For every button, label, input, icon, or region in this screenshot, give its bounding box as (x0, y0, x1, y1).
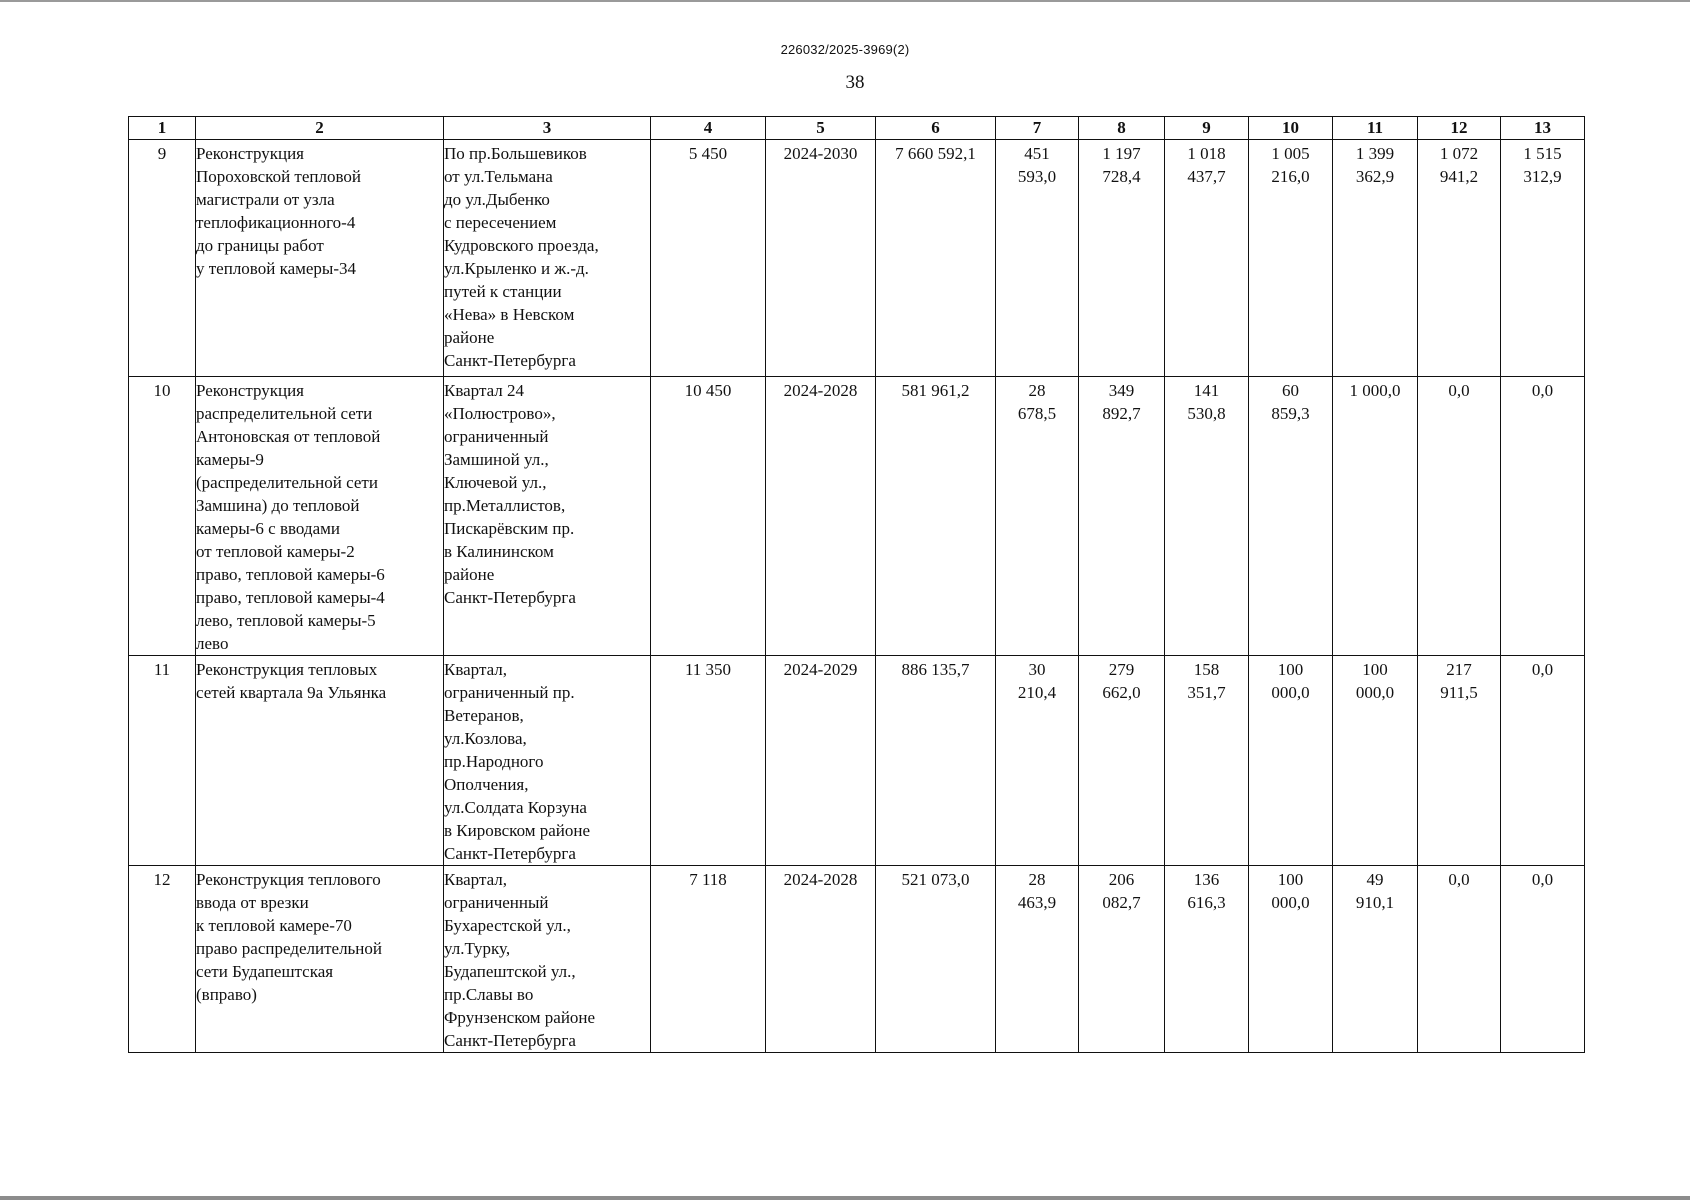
total-cell: 7 660 592,1 (876, 140, 996, 377)
value-cell: 349 892,7 (1079, 377, 1165, 656)
total-cell: 886 135,7 (876, 656, 996, 866)
value-cell: 1 072 941,2 (1418, 140, 1501, 377)
value-cell: 28 463,9 (996, 866, 1079, 1053)
value-cell: 0,0 (1418, 377, 1501, 656)
value-cell: 1 005 216,0 (1249, 140, 1333, 377)
period-cell: 2024-2030 (766, 140, 876, 377)
value-cell: 100 000,0 (1249, 866, 1333, 1053)
column-number-row (129, 117, 1585, 140)
value-cell: 5 450 (651, 140, 766, 377)
value-cell: 60 859,3 (1249, 377, 1333, 656)
column-header: 13 (1501, 117, 1585, 140)
column-header: 2 (196, 117, 444, 140)
value-cell: 217 911,5 (1418, 656, 1501, 866)
row-number-cell: 12 (129, 866, 196, 1053)
period-cell: 2024-2028 (766, 377, 876, 656)
address-cell: По пр.Большевиков от ул.Тельмана до ул.Дыбенко с пересечением Кудровского проезда, ул.Крыленко и ж.-д. путей к станции «Нева» в Невском районе Санкт-Петербурга (444, 140, 651, 377)
value-cell: 0,0 (1501, 656, 1585, 866)
column-header: 8 (1079, 117, 1165, 140)
value-cell: 158 351,7 (1165, 656, 1249, 866)
value-cell: 1 018 437,7 (1165, 140, 1249, 377)
value-cell: 7 118 (651, 866, 766, 1053)
value-cell: 0,0 (1501, 866, 1585, 1053)
address-cell: Квартал, ограниченный Бухарестской ул., ул.Турку, Будапештской ул., пр.Славы во Фрунзенском районе Санкт-Петербурга (444, 866, 651, 1053)
value-cell: 30 210,4 (996, 656, 1079, 866)
column-header: 12 (1418, 117, 1501, 140)
address-cell: Квартал 24 «Полюстрово», ограниченный Замшиной ул., Ключевой ул., пр.Металлистов, Пискарёвским пр. в Калининском районе Санкт-Петербурга (444, 377, 651, 656)
object-name-cell: Реконструкция тепловых сетей квартала 9а Ульянка (196, 656, 444, 866)
total-cell: 521 073,0 (876, 866, 996, 1053)
object-name-cell: Реконструкция Пороховской тепловой магистрали от узла теплофикационного-4 до границы работ у тепловой камеры-34 (196, 140, 444, 377)
column-header: 7 (996, 117, 1079, 140)
value-cell: 279 662,0 (1079, 656, 1165, 866)
object-name-cell: Реконструкция теплового ввода от врезки к тепловой камере-70 право распределительной сети Будапештская (вправо) (196, 866, 444, 1053)
column-header: 1 (129, 117, 196, 140)
table-row (129, 140, 1585, 377)
value-cell: 136 616,3 (1165, 866, 1249, 1053)
value-cell: 49 910,1 (1333, 866, 1418, 1053)
row-number-cell: 9 (129, 140, 196, 377)
row-number-cell: 11 (129, 656, 196, 866)
value-cell: 1 000,0 (1333, 377, 1418, 656)
value-cell: 11 350 (651, 656, 766, 866)
value-cell: 100 000,0 (1249, 656, 1333, 866)
column-header: 6 (876, 117, 996, 140)
column-header: 11 (1333, 117, 1418, 140)
program-table (128, 116, 1585, 1053)
total-cell: 581 961,2 (876, 377, 996, 656)
value-cell: 0,0 (1418, 866, 1501, 1053)
scan-edge-top (0, 0, 1690, 2)
document-id: 226032/2025-3969(2) (780, 42, 910, 57)
address-cell: Квартал, ограниченный пр. Ветеранов, ул.Козлова, пр.Народного Ополчения, ул.Солдата Корзуна в Кировском районе Санкт-Петербурга (444, 656, 651, 866)
value-cell: 451 593,0 (996, 140, 1079, 377)
page-number: 38 (845, 72, 865, 93)
value-cell: 1 197 728,4 (1079, 140, 1165, 377)
period-cell: 2024-2029 (766, 656, 876, 866)
scan-edge-bottom (0, 1196, 1690, 1200)
value-cell: 100 000,0 (1333, 656, 1418, 866)
table-row (129, 377, 1585, 656)
value-cell: 28 678,5 (996, 377, 1079, 656)
table-row (129, 866, 1585, 1053)
value-cell: 10 450 (651, 377, 766, 656)
value-cell: 0,0 (1501, 377, 1585, 656)
value-cell: 1 399 362,9 (1333, 140, 1418, 377)
column-header: 5 (766, 117, 876, 140)
object-name-cell: Реконструкция распределительной сети Антоновская от тепловой камеры-9 (распределительной сети Замшина) до тепловой камеры-6 с вводами от тепловой камеры-2 право, тепловой камеры-6 право, тепловой камеры-4 лево, тепловой камеры-5 лево (196, 377, 444, 656)
table-row (129, 656, 1585, 866)
column-header: 3 (444, 117, 651, 140)
row-number-cell: 10 (129, 377, 196, 656)
column-header: 4 (651, 117, 766, 140)
value-cell: 1 515 312,9 (1501, 140, 1585, 377)
column-header: 9 (1165, 117, 1249, 140)
column-header: 10 (1249, 117, 1333, 140)
value-cell: 141 530,8 (1165, 377, 1249, 656)
value-cell: 206 082,7 (1079, 866, 1165, 1053)
period-cell: 2024-2028 (766, 866, 876, 1053)
